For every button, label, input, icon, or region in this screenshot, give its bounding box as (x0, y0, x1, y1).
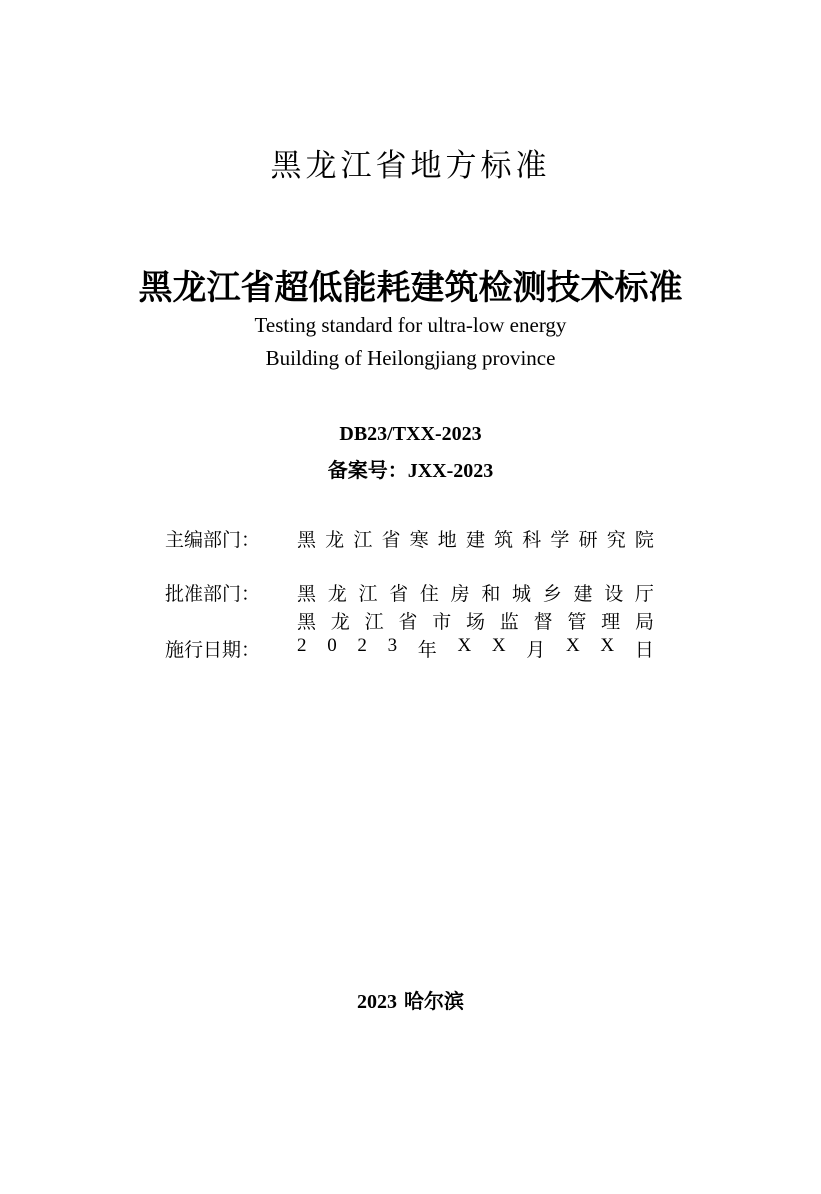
publication-year: 2023 (357, 991, 398, 1013)
editor-label: 主编部门： (165, 529, 261, 551)
value-char: 龙 (325, 529, 345, 551)
value-char: X (491, 635, 506, 656)
value-char: 江 (353, 529, 373, 551)
value-char: 日 (634, 639, 654, 661)
record-number-value: JXX-2023 (407, 460, 494, 482)
value-char: 城 (512, 583, 532, 605)
value-char: 研 (578, 529, 598, 551)
value-char: X (600, 635, 615, 656)
value-char: 设 (604, 583, 624, 605)
value-char: 督 (533, 611, 553, 633)
approver-label: 批准部门： (165, 583, 261, 605)
approver-row-2 (165, 607, 665, 637)
effective-date-label: 施行日期： (165, 639, 261, 661)
value-char: 和 (481, 583, 501, 605)
effective-date-value (297, 635, 654, 662)
value-char: 省 (389, 583, 409, 605)
effective-date-row (165, 635, 665, 665)
value-char: 建 (573, 583, 593, 605)
value-char: 房 (450, 583, 470, 605)
value-char: 2 (297, 635, 307, 656)
value-char: 管 (567, 611, 587, 633)
value-char: 黑 (297, 529, 317, 551)
editor-value (297, 525, 654, 552)
value-char: 0 (327, 635, 337, 656)
value-char: 市 (432, 611, 452, 633)
value-char: 学 (550, 529, 570, 551)
value-char: X (566, 635, 580, 656)
value-char: 龙 (327, 583, 347, 605)
main-title: 黑龙江省超低能耗建筑检测技术标准 (138, 268, 683, 308)
value-char: 院 (634, 529, 654, 551)
value-char: 厅 (634, 583, 654, 605)
value-char: 局 (634, 611, 654, 633)
record-number-label: 备案号： (327, 458, 408, 482)
value-char: 2 (357, 635, 367, 656)
value-char: 乡 (542, 583, 562, 605)
value-char: 3 (387, 635, 398, 656)
value-char: 黑 (297, 583, 317, 605)
value-char: 月 (526, 639, 546, 661)
english-title-line-2: Building of Heilongjiang province (265, 346, 556, 370)
value-char: 年 (417, 639, 437, 661)
english-title-line-1: Testing standard for ultra-low energy (254, 313, 567, 337)
value-char: X (457, 635, 472, 656)
value-char: 住 (419, 583, 439, 605)
value-char: 省 (381, 529, 401, 551)
value-char: 场 (465, 611, 485, 633)
value-char: 江 (358, 583, 378, 605)
value-char: 黑 (297, 611, 317, 633)
publication-place: 哈尔滨 (403, 989, 464, 1013)
value-char: 究 (606, 529, 626, 551)
category-title: 黑龙江省地方标准 (270, 148, 551, 184)
approver-value-line-2 (297, 607, 654, 634)
standard-code: DB23/TXX-2023 (339, 423, 482, 445)
value-char: 龙 (330, 611, 350, 633)
approver-value-line-1 (297, 579, 654, 606)
record-number (0, 454, 821, 483)
value-char: 建 (465, 529, 485, 551)
editor-row (165, 525, 665, 555)
value-char: 江 (364, 611, 384, 633)
approver-row (165, 579, 665, 609)
publication-line (0, 985, 821, 1014)
value-char: 科 (522, 529, 542, 551)
value-char: 理 (601, 611, 621, 633)
value-char: 省 (398, 611, 418, 633)
value-char: 监 (499, 611, 519, 633)
value-char: 寒 (409, 529, 429, 551)
value-char: 地 (437, 529, 457, 551)
value-char: 筑 (494, 529, 514, 551)
